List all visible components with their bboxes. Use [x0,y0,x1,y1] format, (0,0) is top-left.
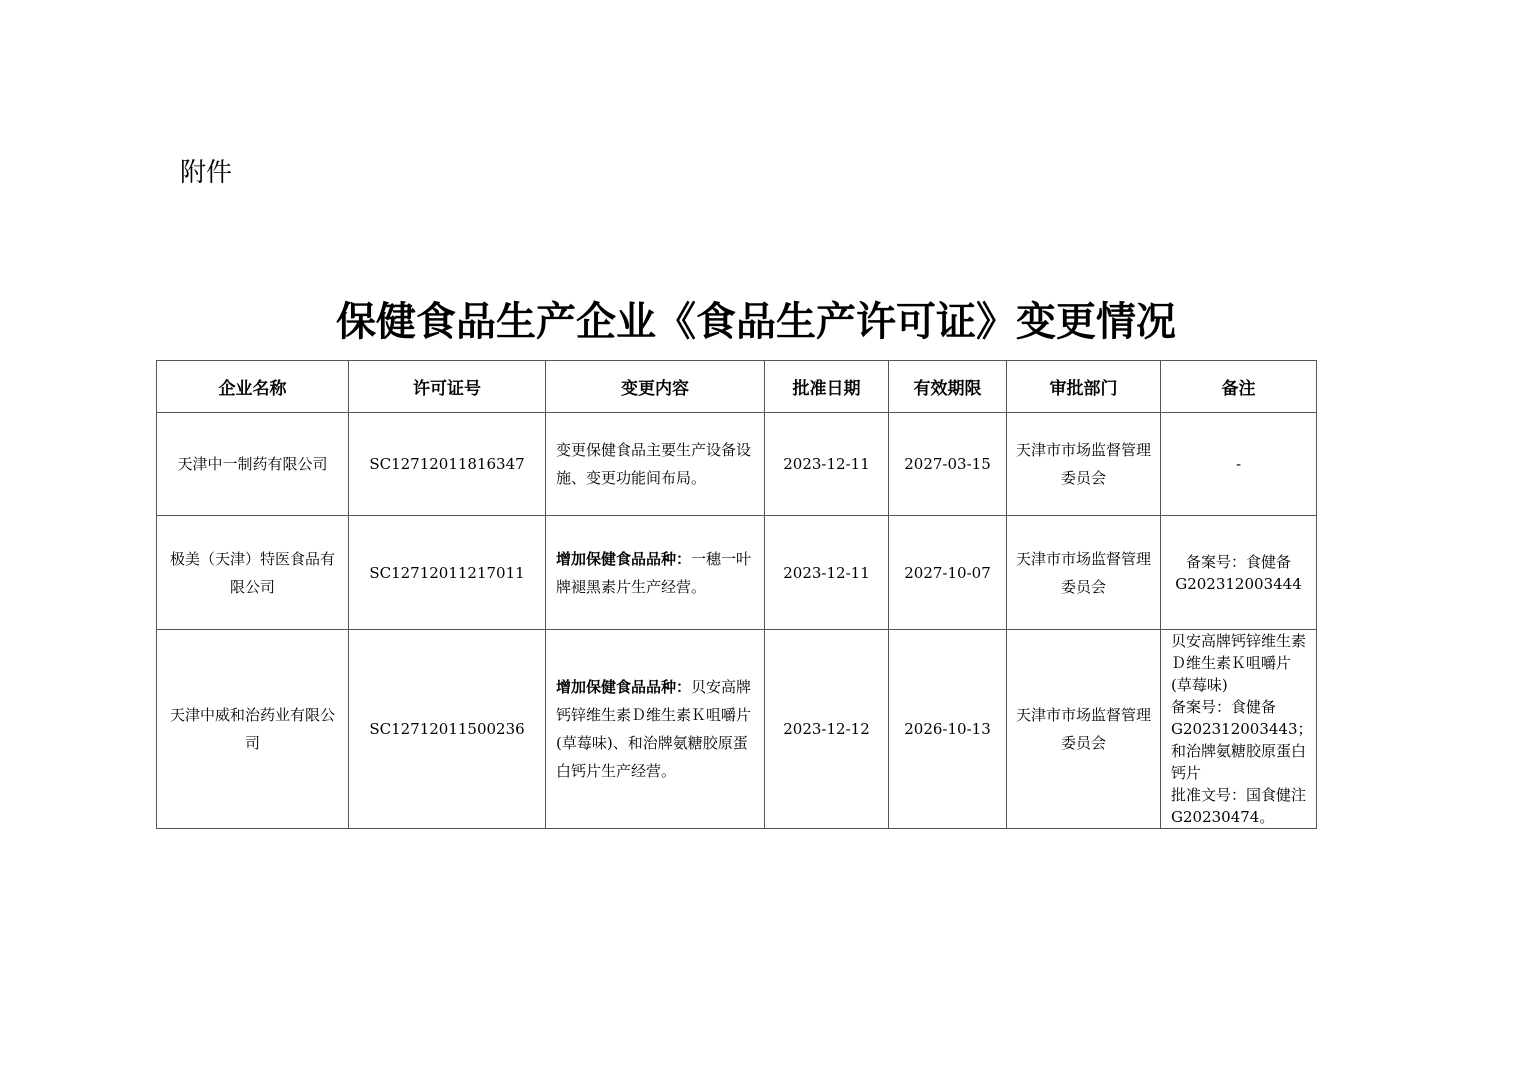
company-cell: 天津中一制药有限公司 [157,413,349,516]
change-table [156,360,1317,829]
department-cell: 天津市市场监督管理委员会 [1007,413,1161,516]
approval-date-cell: 2023-12-12 [765,630,889,829]
change-bold-text: 增加保健食品品种： [556,549,692,568]
document-title: 保健食品生产企业《食品生产许可证》变更情况 [336,298,1176,345]
department-cell: 天津市市场监督管理委员会 [1007,630,1161,829]
table-row [157,413,1317,516]
change-cell [546,516,765,630]
valid-until-cell: 2026-10-13 [889,630,1007,829]
license-cell: SC12712011500236 [349,630,546,829]
note-cell [1161,516,1317,630]
table-row [157,630,1317,829]
header-department: 审批部门 [1007,361,1161,413]
note-line: 备案号：食健备 [1185,552,1291,571]
change-cell [546,630,765,829]
change-bold-text: 增加保健食品品种： [556,678,692,696]
note-cell [1161,413,1317,516]
change-text: 变更保健食品主要生产设备设施、变更功能间布局。 [556,441,752,487]
header-valid-until: 有效期限 [889,361,1007,413]
license-cell: SC12712011816347 [349,413,546,516]
note-line: 贝安高牌钙锌维生素Ｄ维生素Ｋ咀嚼片(草莓味) [1171,632,1307,694]
header-change: 变更内容 [546,361,765,413]
header-approval-date: 批准日期 [765,361,889,413]
header-note: 备注 [1161,361,1317,413]
attachment-label: 附件 [180,158,233,188]
company-cell: 天津中威和治药业有限公司 [157,630,349,829]
change-cell [546,413,765,516]
note-line: 备案号：食健备G202312003443； [1171,698,1313,738]
note-line: 和治牌氨糖胶原蛋白钙片 [1171,742,1307,782]
change-text: 一穗一叶牌褪黑素片生产经营。 [556,549,752,596]
approval-date-cell: 2023-12-11 [765,413,889,516]
table-header-row [157,361,1317,413]
note-cell [1161,630,1317,829]
company-cell: 极美（天津）特医食品有限公司 [157,516,349,630]
note-line: 批准文号：国食健注G20230474。 [1171,786,1307,826]
valid-until-cell: 2027-10-07 [889,516,1007,630]
note-line: G202312003444 [1175,574,1302,593]
note-line: - [1235,455,1242,473]
change-text: 贝安高牌钙锌维生素Ｄ维生素Ｋ咀嚼片(草莓味)、和治牌氨糖胶原蛋白钙片生产经营。 [556,678,752,780]
approval-date-cell: 2023-12-11 [765,516,889,630]
license-cell: SC12712011217011 [349,516,546,630]
header-license: 许可证号 [349,361,546,413]
department-cell: 天津市市场监督管理委员会 [1007,516,1161,630]
header-company: 企业名称 [157,361,349,413]
valid-until-cell: 2027-03-15 [889,413,1007,516]
table-row [157,516,1317,630]
